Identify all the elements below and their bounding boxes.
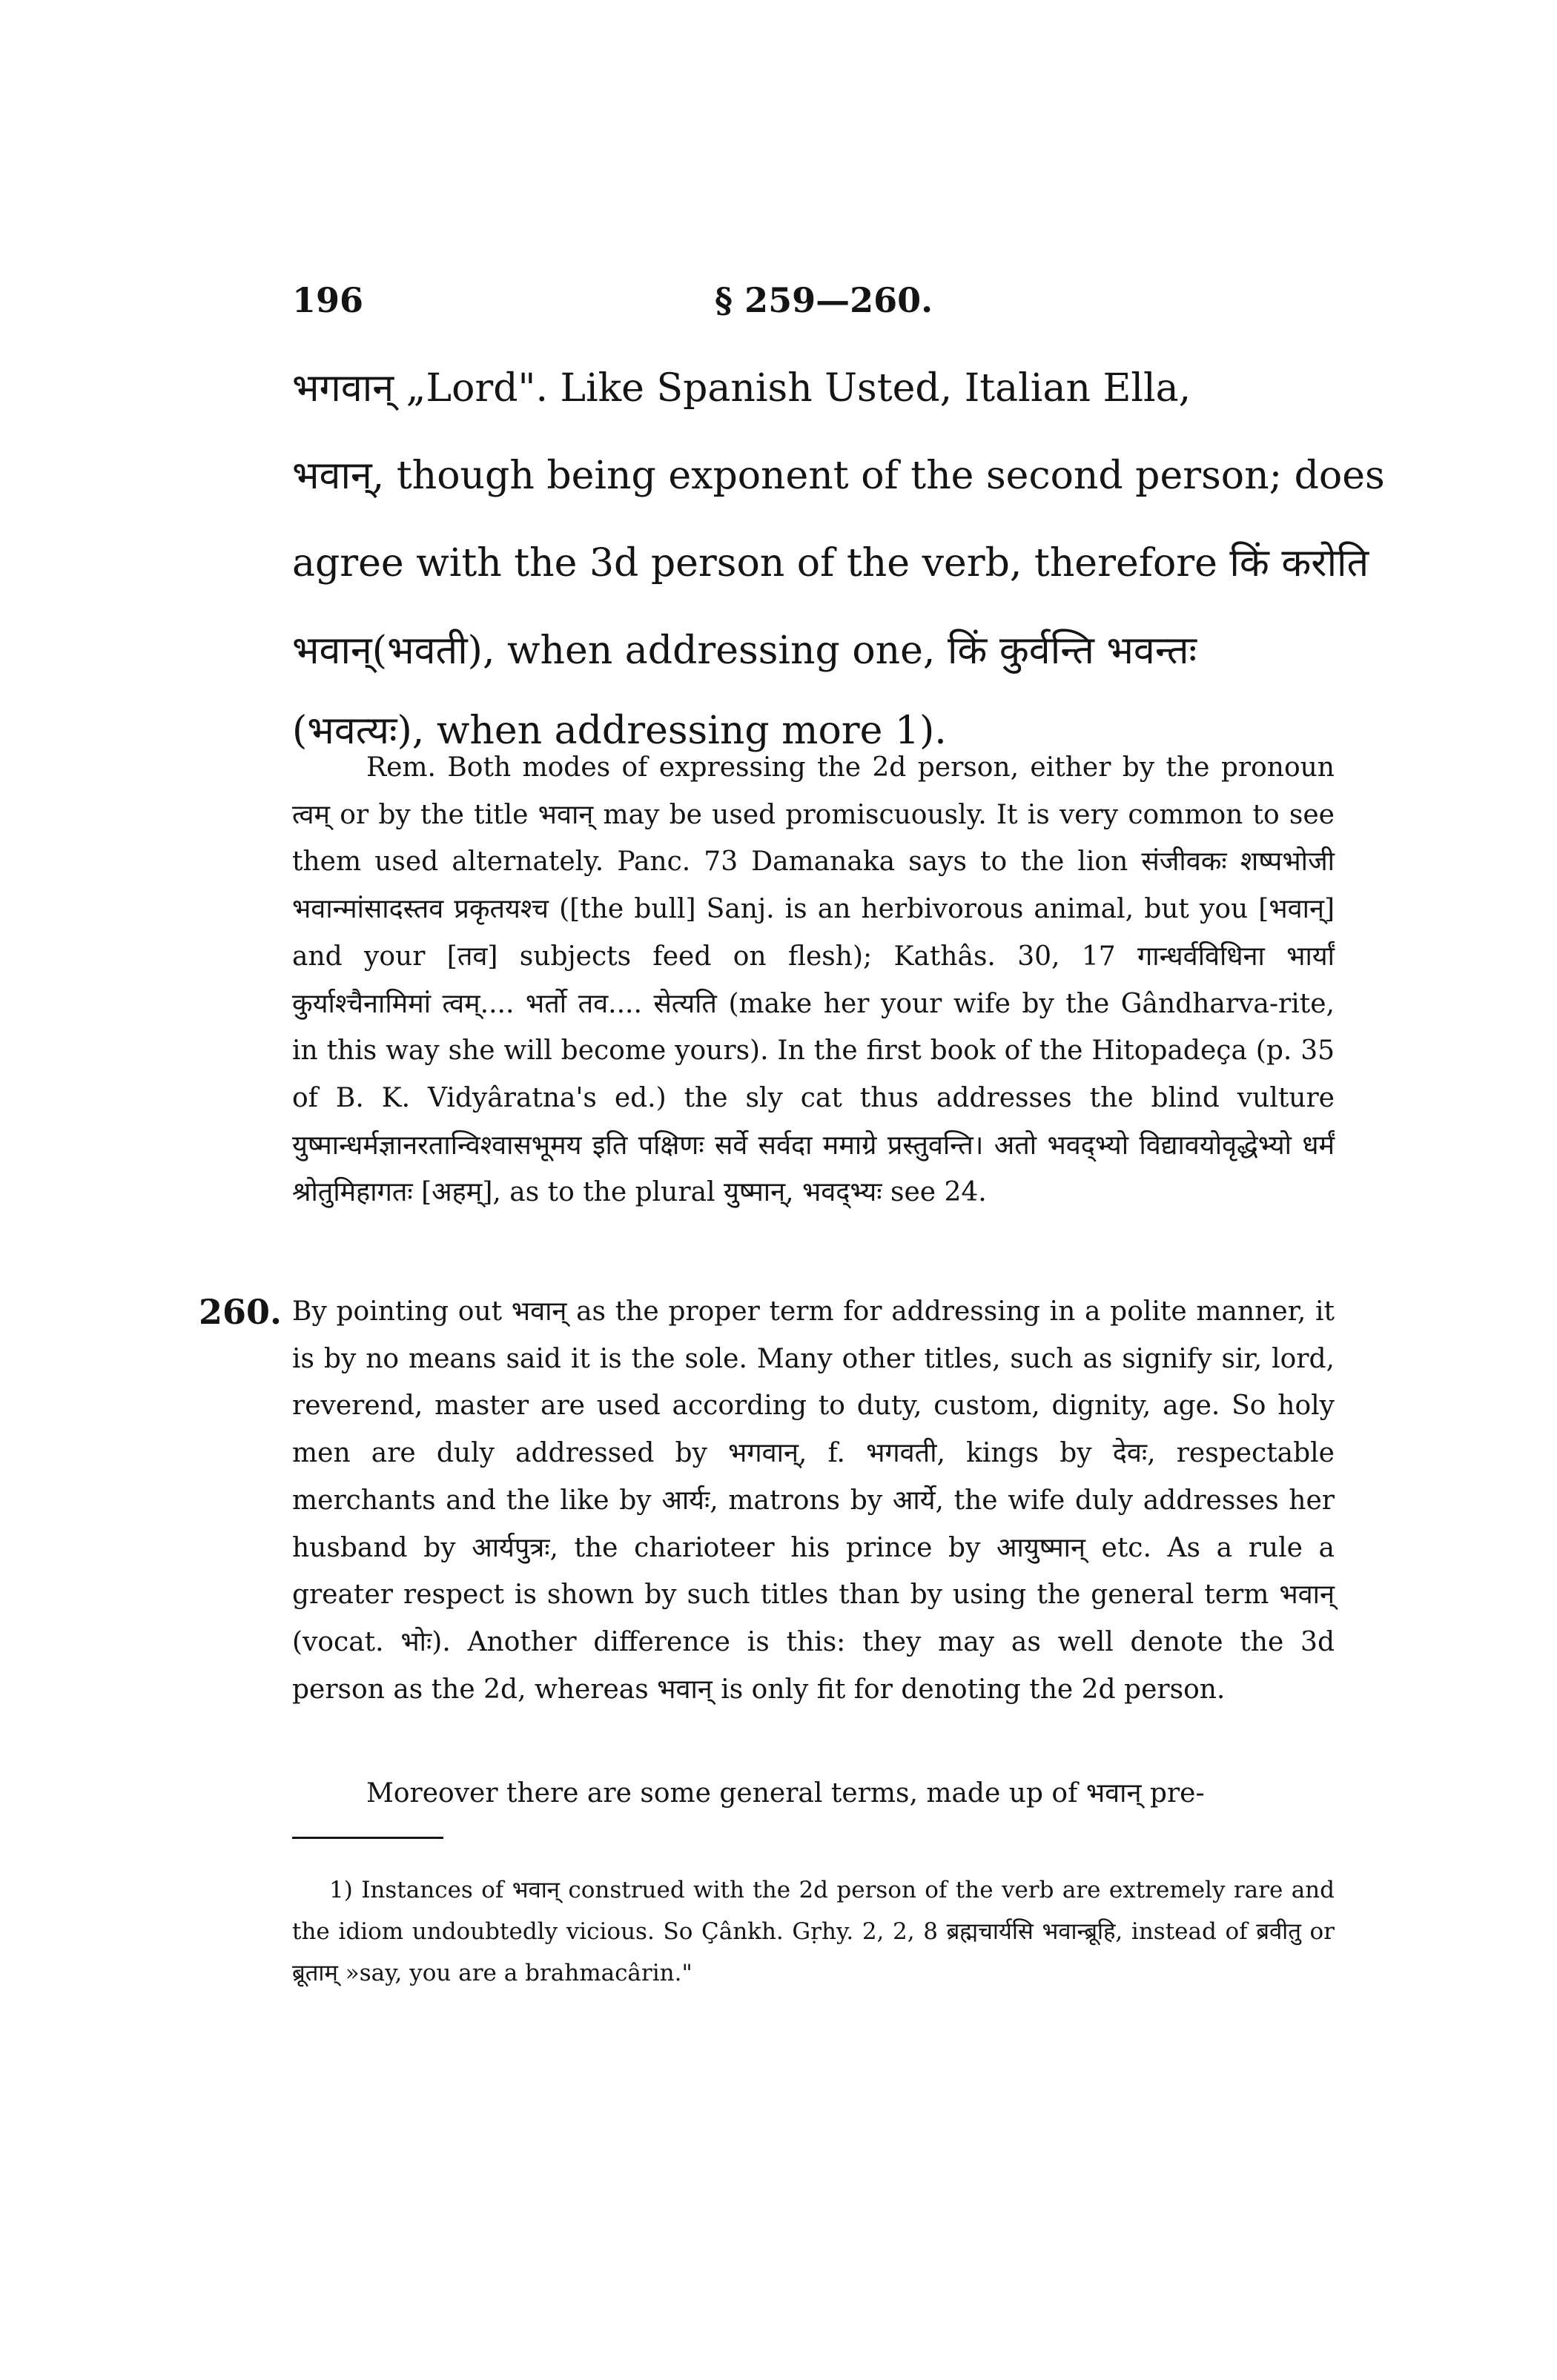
moreover-paragraph: Moreover there are some general terms, made up of भवान् pre- xyxy=(366,1778,1205,1809)
footnote: 1) Instances of भवान् construed with the 2d person of the verb are extremely rare and the idiom undoubtedly vicious. So Çânkh. Gṛhy. 2, 2, 8 ब्रह्मचार्यसि भवान्ब्रूहि, instead of ब्रवीतु or ब्रूताम् »say, you are a brahmacârin." xyxy=(292,1877,1335,1986)
text-line-3: agree with the 3d person of the verb, therefore किं करोति xyxy=(292,541,1369,586)
page-number: 196 xyxy=(292,280,364,320)
text-line-4: भवान्(भवती), when addressing one, किं कुर्वन्ति भवन्तः xyxy=(292,629,1197,673)
section-260-paragraph: By pointing out भवान् as the proper term for addressing in a polite manner, it is by no means said it is the sole. Many other titles, such as signify sir, lord, reverend, master are used according to duty, custom, dignity, age. So holy men are duly addressed by भगवान्, f. भगवती, kings by देवः, respectable merchants and the like by आर्यः, matrons by आर्ये, the wife duly addresses her husband by आर्यपुत्रः, the charioteer his prince by आयुष्मान् etc. As a rule a greater respect is shown by such titles than by using the general term भवान् (vocat. भोः). Another difference is this: they may as well denote the 3d person as the 2d, whereas भवान् is only fit for denoting the 2d person. xyxy=(292,1296,1335,1705)
footnote-rule xyxy=(292,1837,443,1839)
section-range: § 259—260. xyxy=(715,280,933,320)
text-line-5: (भवत्यः), when addressing more 1). xyxy=(292,709,947,753)
running-header xyxy=(292,280,1330,332)
text-line-1: भगवान् „Lord". Like Spanish Usted, Italian Ella, xyxy=(292,366,1191,411)
remark-paragraph: Rem. Both modes of expressing the 2d person, either by the pronoun त्वम् or by the title भवान् may be used promiscuously. It is very common to see them used alternately. Panc. 73 Damanaka says to the lion संजीवकः शष्पभोजी भवान्मांसादस्तव प्रकृतयश्च ([the bull] Sanj. is an herbivorous animal, but you [भवान्] and your [तव] subjects feed on flesh); Kathâs. 30, 17 गान्धर्वविधिना भार्यां कुर्याश्चैनामिमां त्वम्.... भर्तो तव.... सेत्यति (make her your wife by the Gândharva-rite, in this way she will become yours). In the first book of the Hitopadeça (p. 35 of B. K. Vidyâratna's ed.) the sly cat thus addresses the blind vulture युष्मान्धर्मज्ञानरतान्विश्वासभूमय इति पक्षिणः सर्वे सर्वदा ममाग्रे प्रस्तुवन्ति। अतो भवद्भ्यो विद्यावयोवृद्धेभ्यो धर्मं श्रोतुमिहागतः [अहम्], as to the plural युष्मान्, भवद्भ्यः see 24. xyxy=(292,752,1335,1208)
text-line-2: भवान्, though being exponent of the second person; does xyxy=(292,454,1385,498)
section-number-260: 260. xyxy=(199,1292,282,1332)
